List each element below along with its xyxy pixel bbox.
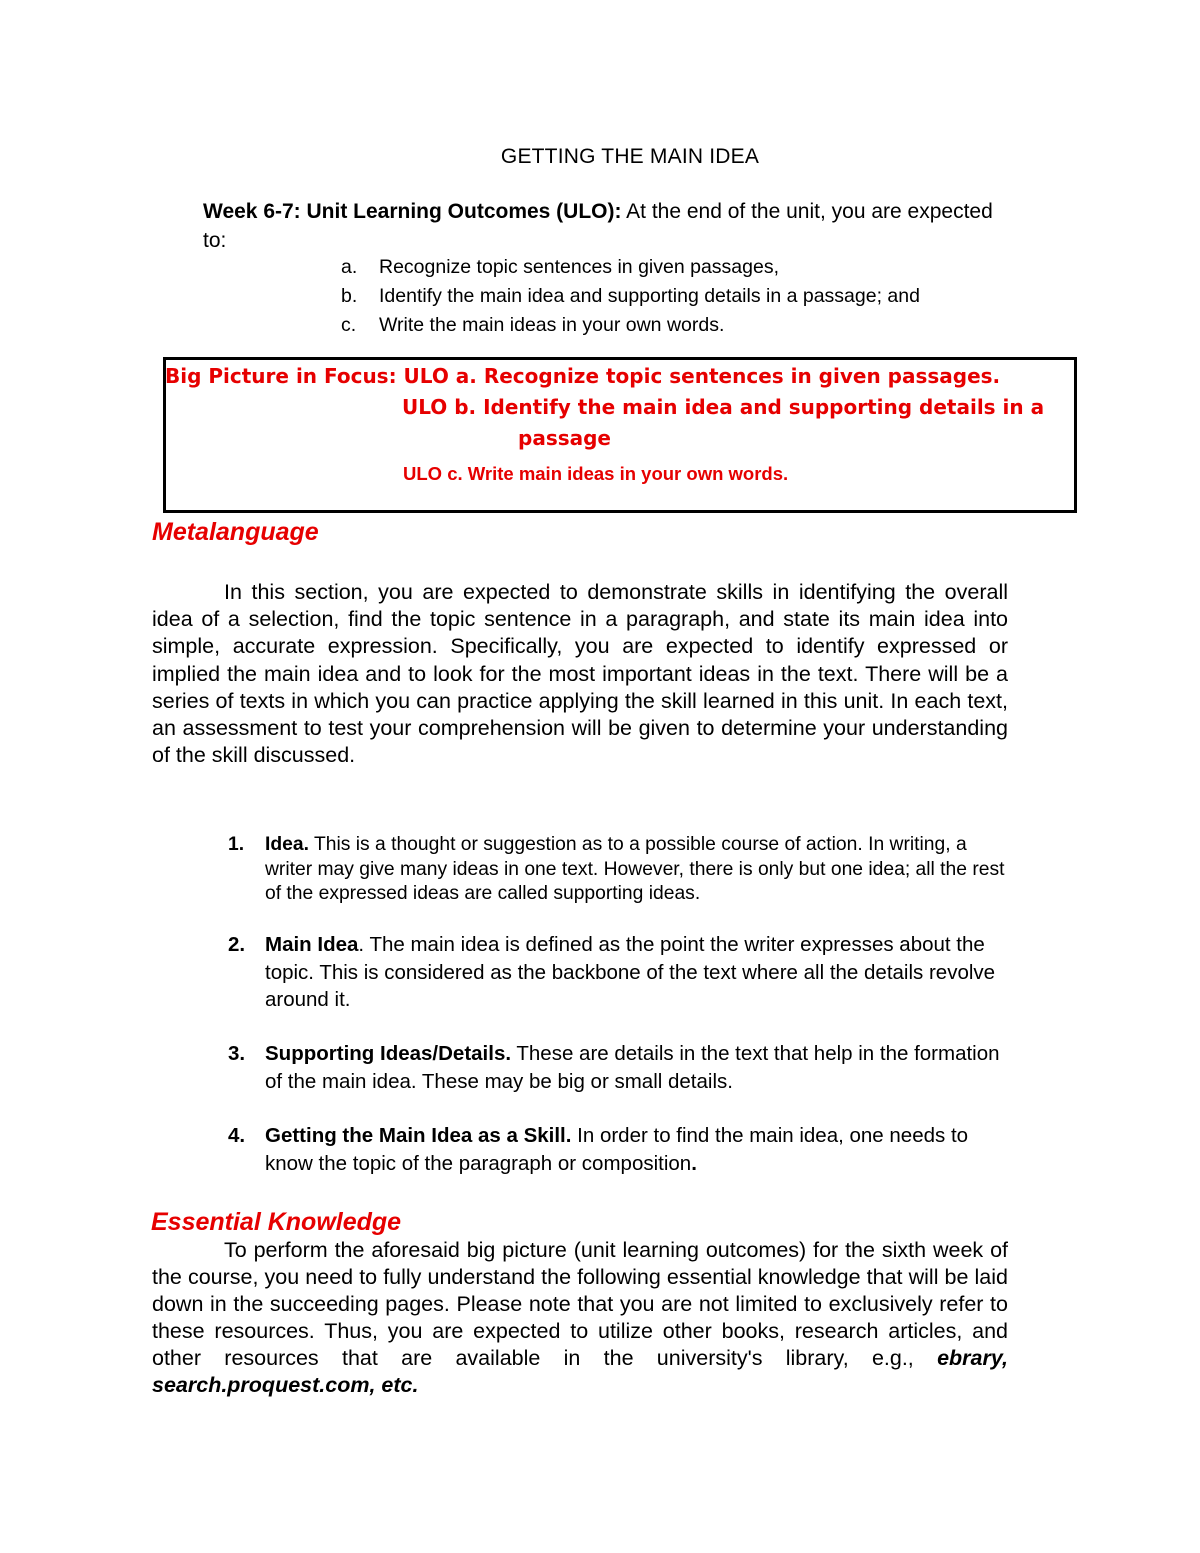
definition-text: In order to find the main idea, one needs to know the topic of the paragraph or composition [265,1124,969,1175]
list-item [341,282,1041,311]
definition-term: Getting the Main Idea as a Skill. [265,1124,572,1147]
list-text: Recognize topic sentences in given passages, [379,256,779,278]
objectives-list [341,253,1041,340]
definition-item [228,931,1018,1014]
ulo-intro [203,197,1003,255]
ulo-label: Week 6-7: Unit Learning Outcomes (ULO): [203,200,622,223]
list-text: Identify the main idea and supporting details in a passage; and [379,285,920,307]
essential-paragraph [152,1237,1008,1399]
definition-item [228,1122,1018,1177]
page-title: GETTING THE MAIN IDEA [500,145,760,168]
definition-text: . The main idea is defined as the point the writer expresses about the topic. This is considered as the backbone of the text where all the details revolve around it. [265,933,996,1011]
definition-number: 3. [228,1042,246,1065]
essential-knowledge-heading: Essential Knowledge [151,1208,402,1236]
definition-term: Idea. [265,834,309,855]
list-text: Write the main ideas in your own words. [379,314,725,336]
essential-text: To perform the aforesaid big picture (unit learning outcomes) for the sixth week of the course, you need to fully understand the following essential knowledge that will be laid down in the succeeding pages. Please note that you are not limited to exclusively refer to these resources. Thus, you are expected to utilize other books, research articles, and other resources that are available in the university's library, e.g., [152,1238,1008,1370]
definition-term: Main Idea [265,933,359,956]
definition-item [228,1040,1018,1095]
list-letter: b. [341,285,358,307]
ulo-text: At the end of the unit, you are expected to: [203,200,993,252]
big-picture-line-4: ULO c. Write main ideas in your own words. [403,463,789,484]
list-item [341,253,1041,282]
list-item [341,311,1041,340]
big-picture-line-1: Big Picture in Focus: ULO a. Recognize topic sentences in given passages. [165,364,1001,388]
big-picture-line-2: ULO b. Identify the main idea and supporting details in a [402,395,1045,419]
definition-number: 4. [228,1124,246,1147]
list-letter: c. [341,314,357,336]
definition-item [228,833,1018,907]
essential-resources: ebrary, search.proquest.com, etc. [152,1346,1008,1397]
definition-number: 2. [228,933,246,956]
list-letter: a. [341,256,358,278]
definition-number: 1. [228,834,245,855]
definition-term: Supporting Ideas/Details. [265,1042,512,1065]
definition-end: . [691,1151,697,1175]
definition-text: These are details in the text that help in the formation of the main idea. These may be big or small details. [265,1042,1000,1093]
metalanguage-paragraph [152,579,1008,769]
metalanguage-heading: Metalanguage [152,518,319,546]
big-picture-line-3: passage [518,426,611,450]
definition-text: This is a thought or suggestion as to a possible course of action. In writing, a writer may give many ideas in one text. However, there is only but one idea; all the rest of the expressed ideas are called supporting ideas. [265,834,1005,904]
metalanguage-text: In this section, you are expected to demonstrate skills in identifying the overall idea of a selection, find the topic sentence in a paragraph, and state its main idea into simple, accurate expression. Specifically, you are expected to identify expressed or implied the main idea and to look for the most important ideas in the text. There will be a series of texts in which you can practice applying the skill learned in this unit. In each text, an assessment to test your comprehension will be given to determine your understanding of the skill discussed. [152,580,1008,768]
